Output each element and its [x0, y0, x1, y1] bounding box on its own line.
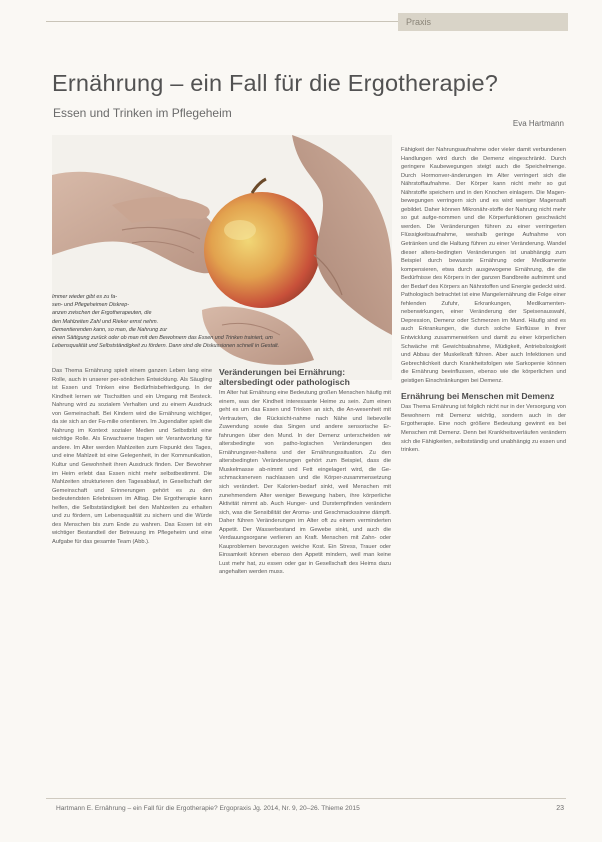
column-2	[219, 367, 391, 767]
article-title: Ernährung – ein Fall für die Ergotherapie?	[52, 70, 499, 96]
article-subtitle: Essen und Trinken im Pflegeheim	[53, 106, 232, 120]
author-name: Eva Hartmann	[512, 119, 564, 128]
column-3	[401, 146, 566, 766]
body-paragraph: Das Thema Ernährung ist folglich nicht nur in der Versorgung von Bewohnern mit Demenz wichtig, sondern auch in der Ergotherapie. Eine noch größere Bedeutung gewinnt es bei Menschen mit Demenz. Denn bei Krankheitsverläufen verändern sich die Fähigkeiten, selbstständig und unabhängig zu essen und trinken.	[401, 404, 566, 454]
photo-caption	[52, 293, 352, 350]
section-heading: Ernährung bei Menschen mit Demenz	[401, 391, 555, 402]
caption-line: Lebensqualität und Selbstständigkeit zu fördern. Dann sind die Diskussionen schnell in Gestalt.	[52, 343, 280, 350]
column-1	[52, 367, 212, 767]
body-paragraph: Fähigkeit der Nahrungsaufnahme oder vieler damit verbundenen Handlungen wird durch die Demenz eingeschränkt. Durch geringere Kaubewegungen steigt auch die Speichelmenge. Durch Hormonver-änderungen im Alter verringert sich die Nährstoffaufnahme. Der Körper kann nicht mehr so gut Nährstoffe speichern und in den Knochen einlagern. Die Magen-bewegungen verringern sich und es wird weniger Magensaft gebildet. Daher können Mikronähr-stoffe der Nahrung nicht mehr so gut aufge-nommen und die Körperfunktionen geschwächt werden. Die Veränderungen führen zu einer verringerten Flüssigkeitsaufnahme, weshalb geringe Aufnahme von Getränken und die Haltung führen zu einer Veränderung. Wandel dieser alters-bedingten Veränderungen ist unabhängig zum Beispiel durch bewusste Ernährung oder Medikamente kompensieren, etwa durch ausgewogene Ernährung, die die Bedürfnisse des Körpers in der ganzen Bandbreite aufnimmt und der Bedarf des Körpers an Nährstoffen und Energie gedeckt wird. Pathologisch betrachtet ist eine Mangelernährung die Folge einer fehlenden Zufuhr, Erkrankungen, Medikamenten-nebenwirkungen, einer Veränderung der Speisenauswahl, Depression, Demenz oder Schmerzen im Mund. Häufig sind es auch Erkrankungen, die durch solche Einflüsse in ihrer Entwicklung zusammenwirken und damit zu einer körperlichen Schwäche mit Gewichtsabnahme, Müdigkeit, Antriebslosigkeit und Abbau der Muskelkraft führen. Aber auch Infektionen und Gebrechlichkeit durch Krankheitsfolgen wie Sarkopenie können die Ernährung beeinflussen, ebenso wie die körperlichen und geistigen Einschränkungen bei Demenz.	[401, 147, 566, 384]
caption-line: einen Sättigung zurück oder ob man mit den Bewohnern das Essen und Trinken trainiert, um	[52, 335, 273, 342]
body-paragraph: Das Thema Ernährung spielt einem ganzen Leben lang eine Rolle, auch in unserer per-sönlichen Entwicklung. Als Säugling ist Essen und Trinken eine Bedürfnisbefriedigung. In der Kindheit lernen wir Tischsitten und ein Umgang mit Besteck. Nahrung wird zu sozialem Verhalten und zu einem Ausdruck von Gemeinschaft. Bei Kindern wird die Ernährung wichtiger, da sie sich an der Fa-milie orientieren. Im Jugendalter spielt die Nahrung im Kontext sozialer Medien und Selbstbild eine wichtige Rolle. Als Erwachsene tragen wir Verantwortung für andere. Im Alter werden Mahlzeiten zum Fixpunkt des Tages, und eine Mahlzeit ist eine Gelegenheit, in der Kommunikation, Kultur und Gewohnheit ihren Ausdruck finden. Der Bewohner im Heim erlebt das Essen nicht mehr selbstbestimmt. Die Mahlzeiten strukturieren den Tagesablauf, in Gesellschaft der Gemeinschaft und Erinnerungen gehört es zu den bedeutendsten Erlebnissen im Alltag. Die Ergotherapie kann helfen, die Selbstständigkeit bei den Mahlzeiten zu erhalten und zu fördern, um Lebensqualität zu sichern und die Würde des Menschen bis zum Ende zu wahren. Das Essen ist ein wichtiger Bestandteil der Betreuung im Pflegeheim und eine Aufgabe für das gesamte Team (Abb.).	[52, 368, 212, 545]
footer-citation: Hartmann E. Ernährung – ein Fall für die Ergotherapie? Ergopraxis Jg. 2014, Nr. 9, 20–26. Thieme 2015	[56, 805, 360, 812]
caption-line: anzen zwischen der Ergotherapeuten, die	[52, 310, 152, 317]
footer-rule	[46, 798, 566, 799]
caption-line: sen- und Pflegeheimen Diskrep-	[52, 302, 130, 309]
page-number: 23	[556, 805, 564, 812]
caption-line: Dementierenden kann, so man, die Nahrung zur	[52, 326, 168, 333]
body-paragraph: Im Alter hat Ernährung eine Bedeutung großen Menschen häufig mit einem, was der Kindheit interessante Heime zu sein. Zum einen geht es um das Essen und Trinken an sich, die An-wesenheit mit Vertrautem, die Rücksicht-nahme nach Nähe und liebevolle Zuwendung sowie das Singen und andere sensorische Er-fahrungen über den Mund. In der Demenz unterscheiden wir altersbedingte von patho-logischen Veränderungen des Ernährungsver-haltens und der Ernährungssituation. Zu den altersbedingten Veränderungen gehört zum Beispiel, dass die Muskelmasse ab-nimmt und Fett eingelagert wird, die Ge-schmacksnerven nachlassen und die Körper-zusammensetzung sich verändert. Der Kalorien-bedarf sinkt, weil Menschen mit zunehmendem Alter weniger Bewegung haben, ihre körperliche Aktivität nimmt ab. Auch Hunger- und Durstempfinden verändern sich, was die Sensibilität der Aroma- und Geschmackssinne dämpft. Daher führen Veränderungen im Alter oft zu einem verminderten Appetit. Der Wasserbestand im Gewebe sinkt, und auch die Verdauungsorgane verlieren an Kraft. Menschen mit Zahn- oder Kauproblemen bevorzugen weiche Kost. Ein Stress, Trauer oder Einsamkeit können ebenso den Appetit mindern, weil man keine Lust mehr hat, zu essen oder gar in Gesellschaft des Heims dazu angehalten werden muss.	[219, 390, 391, 576]
caption-line: Immer wieder gibt es zu fa-	[52, 294, 118, 300]
section-heading: Veränderungen bei Ernährung: altersbedingt oder pathologisch	[219, 367, 350, 387]
section-tab: Praxis	[398, 13, 568, 31]
caption-line: den Mahlzeiten Zahl und Rieker ernst nehm.	[52, 318, 159, 325]
